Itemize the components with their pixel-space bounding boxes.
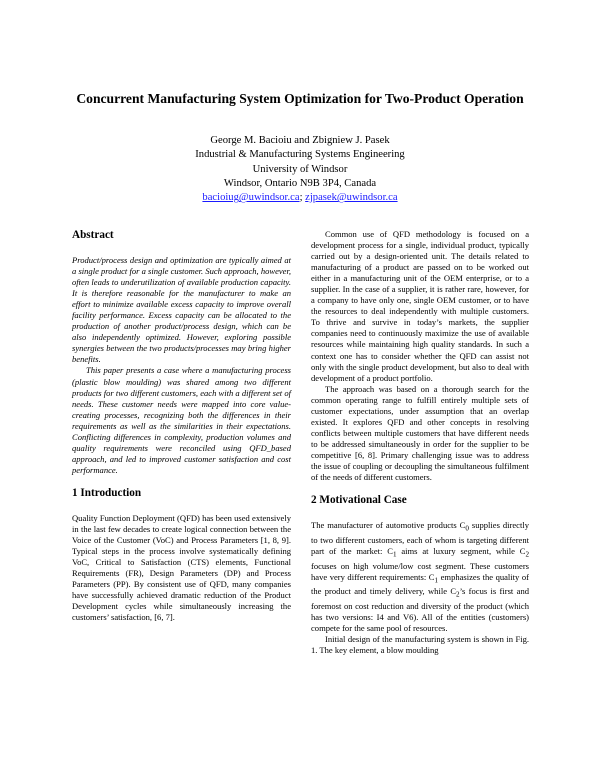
author-department: Industrial & Manufacturing Systems Engineering [195, 149, 405, 161]
motivational-case-heading: 2 Motivational Case [311, 494, 407, 507]
right-column [311, 229, 529, 656]
introduction-paragraph-1: Quality Function Deployment (QFD) has been used extensively in the last few decades to create logical connection between the Voice of the Customer (VoC) and Process Parameters [1, 8, 9]. Typical steps in the process involve systematically defining VoC, Critical to Satisfaction (CTS) elements, Functional Requirements (FR), Design Parameters (DP) and Process Parameters (PP). By consistent use of QFD, many companies have successfully achieved dramatic reduction of the Product Development cycles while simultaneously increasing the customers’ satisfaction, [6, 7]. [72, 512, 291, 623]
author-names: George M. Bacioiu and Zbigniew J. Pasek [210, 135, 390, 146]
abstract-paragraph-2: This paper presents a case where a manufacturing process (plastic blow moulding) was shared among two different products for two different customers, each with a different set of needs. These customer needs were mapped into core value-creating processes, recognizing both the differences in their requirements as well as the similarities in their expectations. Conflicting differences in complexity, production volumes and quality requirements were reconciled using QFD_based approach, and led to improved customer satisfaction and cost performance. [72, 365, 291, 475]
abstract-heading: Abstract [72, 229, 114, 241]
introduction-paragraph-3: The approach was based on a thorough search for the common operating range to fulfill entirely multiple sets of customer expectations, under assumption that an overlap existed. It explores QFD and other concepts in resolving conflicts between multiple customers that have different needs to be addressed simultaneously in order for the supplier to be competitive [6, 8]. Primary challenging issue was to address the issue of coupling or decoupling the simultaneous fulfilment of the needs of different customers. [311, 383, 529, 483]
motivational-paragraph-1: The manufacturer of automotive products $C_0$ supplies directly to two different customers, each of whom is targeting different part of the market: $C_1$ aims at luxury segment, while $C_2$ focuses on high volume/low cost segment. These customers have very different requirements: $C_1$ emphasizes the quality of the product and timely delivery, while $C_2’s$ focus is first and foremost on cost reduction and diversity of the product (which has two versions: I4 and V6). All of the entities (customers) compete for the same pool of resources. [311, 520, 529, 634]
email-separator: ; [299, 192, 306, 204]
introduction-heading: 1 Introduction [72, 486, 142, 499]
motivational-paragraph-2: Initial design of the manufacturing system is shown in Fig. 1. The key element, a blow moulding [311, 634, 529, 656]
email-link-2[interactable]: zjpasek@uwindsor.ca [305, 192, 398, 204]
left-column [72, 229, 291, 623]
author-block [0, 134, 600, 205]
paper-title: Concurrent Manufacturing System Optimization for Two-Product Operation [76, 91, 524, 106]
introduction-paragraph-2: Common use of QFD methodology is focused on a development process for a single, individual product, typically carried out by a design-oriented unit. The details related to manufacturing of a product are passed on to be worked out either in a manufacturing unit of the OEM enterprise, or to a supplier. In the case of a supplier, it is rather rare, however, for a company to have only one, single OEM customer, or to have the resources to deal independently with multiple customers. To thrive and survive in today’s markets, the supplier companies need to continuously maximize the use of available resources while maintaining high quality standards. In such a context one has to consider whether the QFD can assist not only with the single product development, but also to deal with development of a product portfolio. [311, 229, 529, 383]
author-emails [0, 191, 600, 205]
author-address: Windsor, Ontario N9B 3P4, Canada [223, 177, 377, 189]
author-university: University of Windsor [252, 163, 348, 175]
email-link-1[interactable]: bacioiug@uwindsor.ca [202, 192, 300, 204]
abstract-paragraph-1: Product/process design and optimization are typically aimed at a single product for a single customer. Such approach, however, often leads to underutilization of available production capacity. It is therefore reasonable for the manufacturer to make an effort to minimize available excess capacity to improve overall facility performance. Excess capacity can be allocated to the production of another product/process design, which can be also independently optimized. However, exploring possible synergies between the two products/processes may bring higher benefits. [72, 255, 291, 365]
